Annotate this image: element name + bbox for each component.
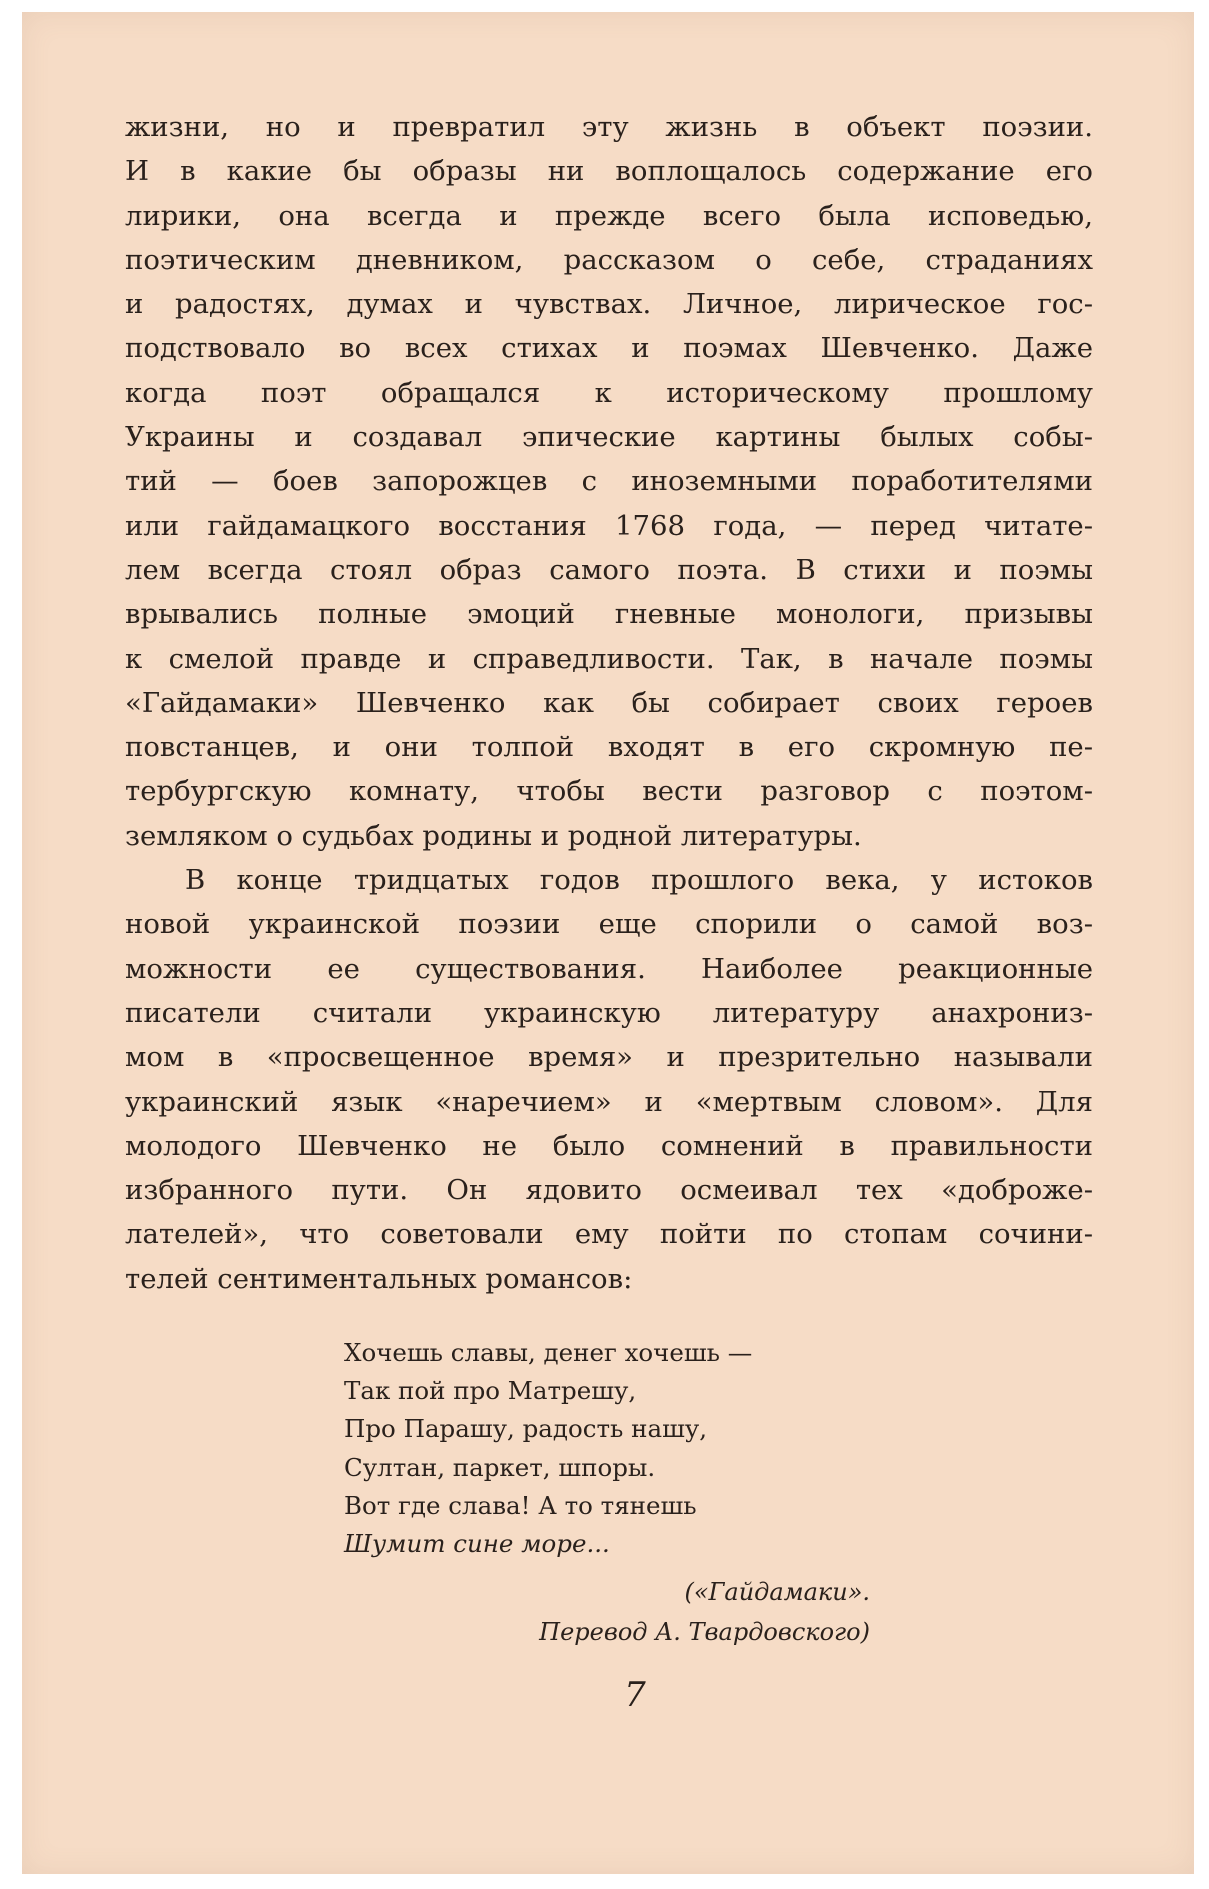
text-line: лателей», что советовали ему пойти по стопам сочини- [125, 1218, 1093, 1251]
text-line: когда поэт обращался к историческому прошлому [125, 376, 1093, 409]
text-line: новой украинской поэзии еще спорили о самой воз- [125, 908, 1093, 941]
text-line: можности ее существования. Наиболее реакционные [125, 952, 1093, 985]
poem-line: Султан, паркет, шпоры. [344, 1452, 656, 1482]
text-line: тий — боев запорожцев с иноземными поработителями [125, 465, 1093, 498]
text-line: И в какие бы образы ни воплощалось содержание его [125, 155, 1093, 188]
text-line: молодого Шевченко не было сомнений в правильности [125, 1129, 1093, 1162]
source-line: («Гайдамаки». [684, 1578, 870, 1606]
text-line: подствовало во всех стихах и поэмах Шевченко. Даже [125, 332, 1093, 365]
poem-line: Шумит сине море... [344, 1529, 610, 1559]
text-line: поэтическим дневником, рассказом о себе, страданиях [125, 243, 1093, 276]
source-line: Перевод А. Твардовского) [539, 1618, 870, 1646]
text-line: избранного пути. Он ядовито осмеивал тех «доброже- [125, 1174, 1093, 1207]
text-line: тербургскую комнату, чтобы вести разговор с поэтом- [125, 775, 1093, 808]
text-line: «Гайдамаки» Шевченко как бы собирает своих героев [125, 686, 1093, 719]
text-line: повстанцев, и они толпой входят в его скромную пе- [125, 731, 1093, 764]
text-line: врывались полные эмоций гневные монологи, призывы [125, 598, 1093, 631]
poem-quote [344, 1334, 752, 1563]
text-line: Украины и создавал эпические картины былых собы- [125, 421, 1093, 454]
text-line: земляком о судьбах родины и родной литературы. [125, 819, 862, 852]
book-page [22, 12, 1194, 1874]
text-line: мом в «просвещенное время» и презрительно называли [125, 1041, 1093, 1074]
page-number: 7 [624, 1675, 646, 1715]
text-line: телей сентиментальных романсов: [125, 1262, 633, 1295]
text-line: жизни, но и превратил эту жизнь в объект поэзии. [125, 111, 1093, 143]
paragraph-first-line: В конце тридцатых годов прошлого века, у истоков [185, 864, 1093, 897]
poem-line: Хочешь славы, денег хочешь — [344, 1338, 753, 1367]
poem-line: Так пой про Матрешу, [344, 1376, 637, 1406]
text-line: лем всегда стоял образ самого поэта. В стихи и поэмы [125, 553, 1093, 586]
text-line: или гайдамацкого восстания 1768 года, — перед читате- [125, 509, 1093, 542]
text-line: украинский язык «наречием» и «мертвым словом». Для [125, 1085, 1093, 1118]
poem-line: Вот где слава! А то тянешь [344, 1490, 697, 1520]
body-text [125, 105, 1093, 1301]
text-line: и радостях, думах и чувствах. Личное, лирическое гос- [125, 288, 1093, 321]
text-line: лирики, она всегда и прежде всего была исповедью, [125, 199, 1093, 232]
text-line: к смелой правде и справедливости. Так, в начале поэмы [125, 642, 1093, 675]
text-line: писатели считали украинскую литературу анахрониз- [125, 996, 1093, 1029]
poem-source [402, 1572, 870, 1652]
poem-line: Про Парашу, радость нашу, [344, 1414, 708, 1444]
